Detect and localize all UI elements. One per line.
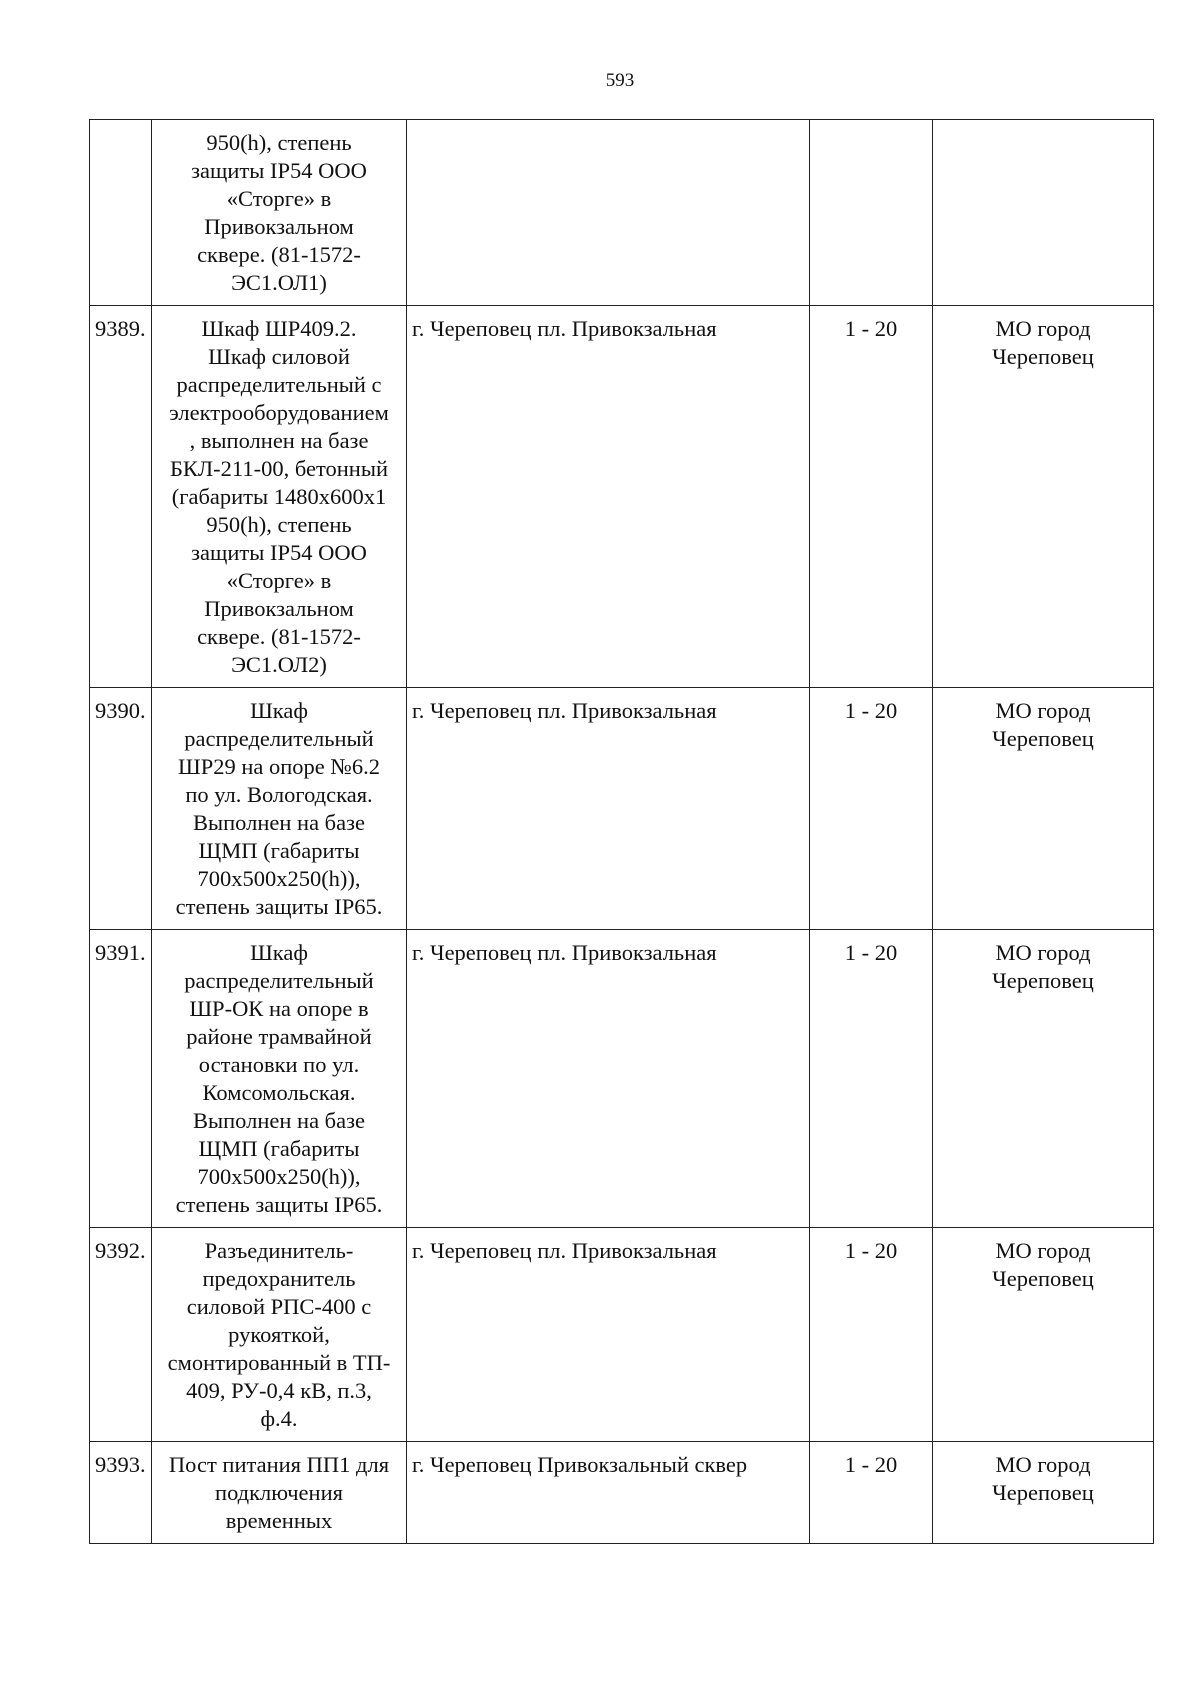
- address-cell: г. Череповец пл. Привокзальная: [407, 688, 810, 930]
- owner-line: МО город: [995, 1238, 1091, 1263]
- object-name-line: ШР-ОК на опоре в: [189, 996, 369, 1021]
- owner-line: МО город: [995, 940, 1091, 965]
- object-name-line: 950(h), степень: [206, 130, 352, 155]
- object-name-cell: [152, 1228, 407, 1442]
- registry-table-body: [90, 120, 1154, 1544]
- object-name-line: БКЛ-211-00, бетонный: [169, 456, 388, 481]
- length-cell: 1 - 20: [810, 1228, 933, 1442]
- owner-line: МО город: [995, 1452, 1091, 1477]
- row-number-cell: [90, 120, 152, 306]
- object-name-line: защиты IP54 ООО: [191, 540, 367, 565]
- owner-line: МО город: [995, 698, 1091, 723]
- object-name-line: электрооборудованием: [169, 400, 389, 425]
- length-cell: 1 - 20: [810, 688, 933, 930]
- object-name-line: распределительный: [184, 968, 374, 993]
- owner-cell: [933, 120, 1154, 306]
- object-name-line: районе трамвайной: [186, 1024, 372, 1049]
- object-name-cell: [152, 120, 407, 306]
- row-number-cell: 9391.: [90, 930, 152, 1228]
- table-row: [90, 1442, 1154, 1544]
- object-name-line: Пост питания ПП1 для: [168, 1452, 390, 1477]
- owner-line: Череповец: [992, 968, 1094, 993]
- row-number-cell: 9392.: [90, 1228, 152, 1442]
- object-name-line: защиты IP54 ООО: [191, 158, 367, 183]
- object-name-line: ЩМП (габариты: [198, 838, 360, 863]
- object-name-line: временных: [225, 1508, 333, 1533]
- object-name-line: Выполнен на базе: [192, 1108, 365, 1133]
- page-number: 593: [605, 70, 635, 91]
- object-name-line: Привокзальном: [204, 596, 354, 621]
- object-name-line: 700х500х250(h)),: [197, 1164, 361, 1189]
- object-name-line: 950(h), степень: [206, 512, 352, 537]
- object-name-line: (габариты 1480х600х1: [171, 484, 387, 509]
- object-name-cell: [152, 306, 407, 688]
- object-name-line: рукояткой,: [228, 1322, 330, 1347]
- table-row: [90, 120, 1154, 306]
- address-cell: г. Череповец пл. Привокзальная: [407, 306, 810, 688]
- row-number-cell: 9393.: [90, 1442, 152, 1544]
- object-name-line: «Сторге» в: [226, 186, 332, 211]
- address-cell: г. Череповец пл. Привокзальная: [407, 1228, 810, 1442]
- object-name-line: Шкаф: [250, 940, 308, 965]
- object-name-line: ЭС1.ОЛ2): [231, 652, 327, 677]
- owner-cell: [933, 306, 1154, 688]
- length-cell: 1 - 20: [810, 930, 933, 1228]
- table-row: [90, 930, 1154, 1228]
- object-name-line: 700х500х250(h)),: [197, 866, 361, 891]
- registry-table: [89, 119, 1154, 1544]
- object-name-line: смонтированный в ТП-: [167, 1350, 391, 1375]
- object-name-line: по ул. Вологодская.: [185, 782, 373, 807]
- length-cell: 1 - 20: [810, 306, 933, 688]
- object-name-line: Шкаф ШР409.2.: [201, 316, 357, 341]
- object-name-line: Разъединитель-: [204, 1238, 354, 1263]
- owner-line: Череповец: [992, 1266, 1094, 1291]
- owner-cell: [933, 1442, 1154, 1544]
- object-name-cell: [152, 930, 407, 1228]
- row-number-cell: 9389.: [90, 306, 152, 688]
- object-name-line: Шкаф силовой: [208, 344, 350, 369]
- object-name-line: предохранитель: [202, 1266, 356, 1291]
- table-row: [90, 1228, 1154, 1442]
- owner-cell: [933, 1228, 1154, 1442]
- object-name-line: степень защиты IP65.: [175, 894, 383, 919]
- object-name-line: Комсомольская.: [202, 1080, 356, 1105]
- owner-cell: [933, 930, 1154, 1228]
- object-name-line: ЭС1.ОЛ1): [231, 270, 327, 295]
- object-name-line: ЩМП (габариты: [198, 1136, 360, 1161]
- object-name-line: сквере. (81-1572-: [197, 242, 361, 267]
- table-row: [90, 306, 1154, 688]
- owner-line: Череповец: [992, 344, 1094, 369]
- object-name-line: ф.4.: [260, 1406, 298, 1431]
- object-name-line: , выполнен на базе: [189, 428, 369, 453]
- object-name-line: 409, РУ-0,4 кВ, п.3,: [186, 1378, 372, 1403]
- object-name-line: «Сторге» в: [226, 568, 332, 593]
- owner-line: Череповец: [992, 1480, 1094, 1505]
- object-name-line: Привокзальном: [204, 214, 354, 239]
- address-cell: г. Череповец Привокзальный сквер: [407, 1442, 810, 1544]
- length-cell: 1 - 20: [810, 1442, 933, 1544]
- row-number-cell: 9390.: [90, 688, 152, 930]
- object-name-line: силовой РПС-400 с: [186, 1294, 372, 1319]
- object-name-cell: [152, 688, 407, 930]
- object-name-line: Шкаф: [250, 698, 308, 723]
- object-name-line: ШР29 на опоре №6.2: [178, 754, 380, 779]
- object-name-line: сквере. (81-1572-: [197, 624, 361, 649]
- object-name-line: распределительный: [184, 726, 374, 751]
- object-name-cell: [152, 1442, 407, 1544]
- length-cell: [810, 120, 933, 306]
- object-name-line: подключения: [215, 1480, 343, 1505]
- object-name-line: распределительный с: [176, 372, 382, 397]
- owner-line: Череповец: [992, 726, 1094, 751]
- address-cell: г. Череповец пл. Привокзальная: [407, 930, 810, 1228]
- address-cell: [407, 120, 810, 306]
- object-name-line: остановки по ул.: [198, 1052, 360, 1077]
- owner-cell: [933, 688, 1154, 930]
- object-name-line: Выполнен на базе: [192, 810, 365, 835]
- object-name-line: степень защиты IP65.: [175, 1192, 383, 1217]
- owner-line: МО город: [995, 316, 1091, 341]
- table-row: [90, 688, 1154, 930]
